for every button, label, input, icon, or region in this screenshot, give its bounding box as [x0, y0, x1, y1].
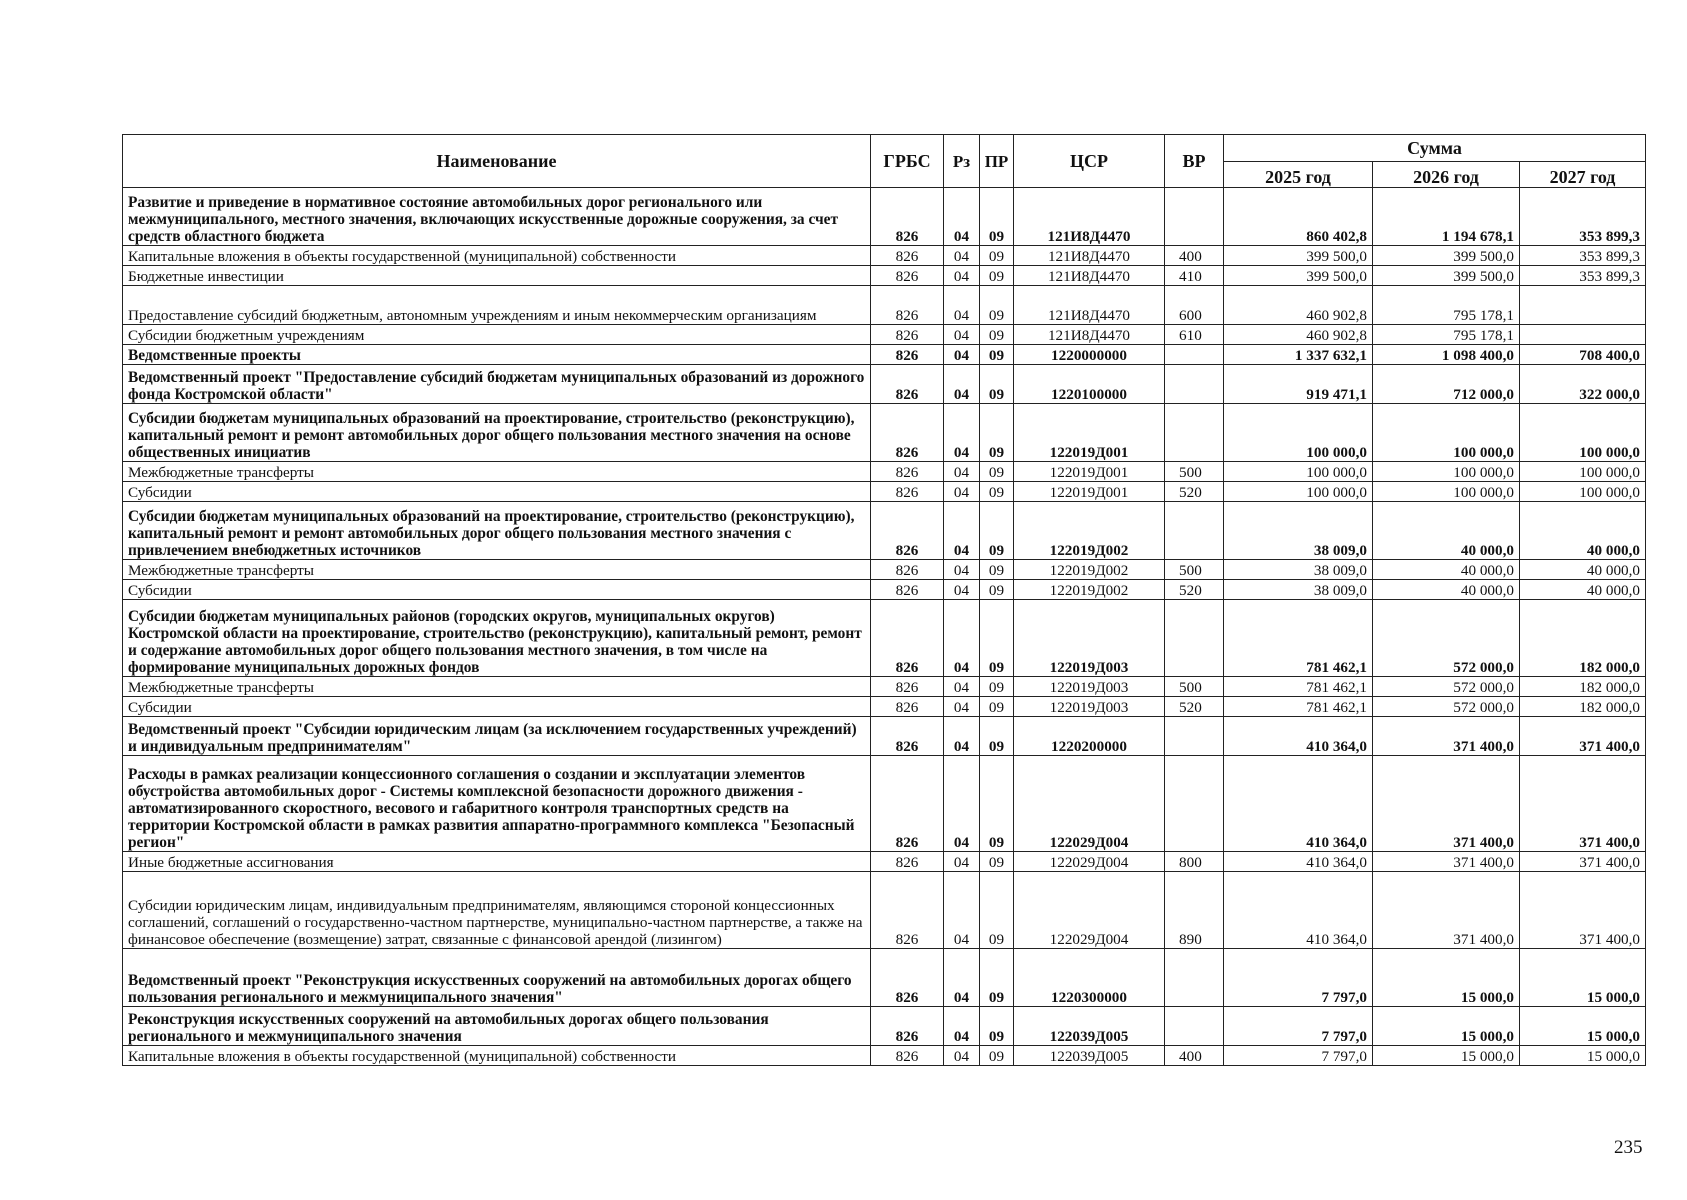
table-row [123, 560, 1646, 580]
cell-name: Ведомственные проекты [123, 345, 871, 365]
cell-rz: 04 [944, 852, 980, 872]
cell-2027: 322 000,0 [1520, 365, 1646, 404]
cell-2026: 100 000,0 [1373, 482, 1520, 502]
table-row [123, 325, 1646, 345]
header-vr: ВР [1165, 135, 1224, 188]
cell-2025: 410 364,0 [1224, 872, 1373, 949]
cell-2025: 100 000,0 [1224, 482, 1373, 502]
cell-csr: 121И8Д4470 [1014, 325, 1165, 345]
cell-rz: 04 [944, 756, 980, 852]
cell-2025: 7 797,0 [1224, 1007, 1373, 1046]
cell-2025: 100 000,0 [1224, 404, 1373, 462]
cell-2027: 40 000,0 [1520, 560, 1646, 580]
cell-csr: 1220000000 [1014, 345, 1165, 365]
cell-name: Межбюджетные трансферты [123, 677, 871, 697]
cell-2025: 410 364,0 [1224, 717, 1373, 756]
cell-csr: 121И8Д4470 [1014, 286, 1165, 325]
cell-pr: 09 [980, 325, 1014, 345]
cell-name: Ведомственный проект "Субсидии юридическим лицам (за исключением государственных учреждений) и индивидуальным предпринимателям" [123, 717, 871, 756]
cell-2025: 399 500,0 [1224, 246, 1373, 266]
cell-2025: 781 462,1 [1224, 677, 1373, 697]
cell-grbs: 826 [871, 677, 944, 697]
cell-pr: 09 [980, 580, 1014, 600]
cell-2026: 572 000,0 [1373, 600, 1520, 677]
cell-2026: 40 000,0 [1373, 502, 1520, 560]
cell-2027: 371 400,0 [1520, 756, 1646, 852]
table-row [123, 1046, 1646, 1066]
cell-rz: 04 [944, 188, 980, 246]
table-row [123, 677, 1646, 697]
cell-2026: 399 500,0 [1373, 266, 1520, 286]
cell-2027: 182 000,0 [1520, 600, 1646, 677]
cell-pr: 09 [980, 852, 1014, 872]
cell-2025: 860 402,8 [1224, 188, 1373, 246]
cell-name: Ведомственный проект "Реконструкция искусственных сооружений на автомобильных дорогах общего пользования регионального и межмуниципального значения" [123, 949, 871, 1007]
header-pr: ПР [980, 135, 1014, 188]
cell-2025: 781 462,1 [1224, 697, 1373, 717]
cell-csr: 1220300000 [1014, 949, 1165, 1007]
table-body [123, 188, 1646, 1066]
cell-csr: 122039Д005 [1014, 1046, 1165, 1066]
cell-rz: 04 [944, 717, 980, 756]
cell-grbs: 826 [871, 1046, 944, 1066]
cell-vr [1165, 404, 1224, 462]
cell-vr [1165, 717, 1224, 756]
table-header [123, 135, 1646, 188]
cell-grbs: 826 [871, 1007, 944, 1046]
cell-2025: 460 902,8 [1224, 286, 1373, 325]
cell-grbs: 826 [871, 580, 944, 600]
table-row [123, 756, 1646, 852]
cell-vr: 410 [1165, 266, 1224, 286]
cell-vr: 800 [1165, 852, 1224, 872]
cell-pr: 09 [980, 246, 1014, 266]
header-csr: ЦСР [1014, 135, 1165, 188]
cell-csr: 122019Д002 [1014, 502, 1165, 560]
cell-2027: 371 400,0 [1520, 717, 1646, 756]
cell-2026: 1 194 678,1 [1373, 188, 1520, 246]
cell-csr: 122019Д003 [1014, 600, 1165, 677]
cell-2025: 100 000,0 [1224, 462, 1373, 482]
cell-2027: 15 000,0 [1520, 1007, 1646, 1046]
cell-2025: 410 364,0 [1224, 852, 1373, 872]
cell-pr: 09 [980, 600, 1014, 677]
cell-pr: 09 [980, 286, 1014, 325]
table-row [123, 949, 1646, 1007]
cell-csr: 122019Д002 [1014, 560, 1165, 580]
cell-vr: 400 [1165, 1046, 1224, 1066]
cell-pr: 09 [980, 345, 1014, 365]
cell-rz: 04 [944, 404, 980, 462]
cell-vr [1165, 756, 1224, 852]
cell-grbs: 826 [871, 462, 944, 482]
cell-vr [1165, 1007, 1224, 1046]
budget-table [122, 134, 1646, 1066]
cell-pr: 09 [980, 266, 1014, 286]
cell-csr: 122019Д001 [1014, 404, 1165, 462]
cell-2025: 38 009,0 [1224, 560, 1373, 580]
cell-csr: 122019Д003 [1014, 677, 1165, 697]
cell-name: Субсидии бюджетным учреждениям [123, 325, 871, 345]
table-row [123, 717, 1646, 756]
cell-csr: 1220200000 [1014, 717, 1165, 756]
cell-vr: 500 [1165, 462, 1224, 482]
cell-vr: 890 [1165, 872, 1224, 949]
cell-2027: 182 000,0 [1520, 697, 1646, 717]
cell-2025: 410 364,0 [1224, 756, 1373, 852]
cell-pr: 09 [980, 1007, 1014, 1046]
cell-name: Субсидии [123, 482, 871, 502]
cell-csr: 122019Д003 [1014, 697, 1165, 717]
cell-name: Субсидии бюджетам муниципальных районов (городских округов, муниципальных округов) Костромской области на проектирование, строительство (реконструкцию), капитальный ремонт, ремонт и содержание автомобильных дорог общего пользования местного значения, в том числе на формирование муниципальных дорожных фондов [123, 600, 871, 677]
cell-pr: 09 [980, 756, 1014, 852]
cell-rz: 04 [944, 697, 980, 717]
table-row [123, 404, 1646, 462]
cell-name: Капитальные вложения в объекты государственной (муниципальной) собственности [123, 1046, 871, 1066]
cell-2027: 100 000,0 [1520, 482, 1646, 502]
cell-grbs: 826 [871, 502, 944, 560]
cell-pr: 09 [980, 482, 1014, 502]
cell-csr: 122029Д004 [1014, 852, 1165, 872]
cell-grbs: 826 [871, 246, 944, 266]
cell-2026: 399 500,0 [1373, 246, 1520, 266]
table-row [123, 345, 1646, 365]
cell-csr: 122029Д004 [1014, 756, 1165, 852]
cell-2026: 40 000,0 [1373, 560, 1520, 580]
cell-2026: 371 400,0 [1373, 872, 1520, 949]
table-row [123, 188, 1646, 246]
cell-name: Субсидии [123, 580, 871, 600]
cell-2027: 708 400,0 [1520, 345, 1646, 365]
cell-2026: 15 000,0 [1373, 949, 1520, 1007]
cell-grbs: 826 [871, 756, 944, 852]
cell-pr: 09 [980, 462, 1014, 482]
cell-2027: 353 899,3 [1520, 246, 1646, 266]
cell-2026: 572 000,0 [1373, 677, 1520, 697]
cell-2026: 371 400,0 [1373, 852, 1520, 872]
cell-2025: 919 471,1 [1224, 365, 1373, 404]
cell-rz: 04 [944, 365, 980, 404]
cell-grbs: 826 [871, 872, 944, 949]
cell-name: Субсидии бюджетам муниципальных образований на проектирование, строительство (реконструкцию), капитальный ремонт и ремонт автомобильных дорог общего пользования местного значения с привлечением внебюджетных источников [123, 502, 871, 560]
header-name: Наименование [123, 135, 871, 188]
cell-2027: 353 899,3 [1520, 266, 1646, 286]
table-row [123, 852, 1646, 872]
cell-name: Капитальные вложения в объекты государственной (муниципальной) собственности [123, 246, 871, 266]
cell-2026: 371 400,0 [1373, 717, 1520, 756]
header-rz: Рз [944, 135, 980, 188]
cell-2026: 40 000,0 [1373, 580, 1520, 600]
cell-rz: 04 [944, 286, 980, 325]
cell-grbs: 826 [871, 560, 944, 580]
cell-rz: 04 [944, 502, 980, 560]
cell-rz: 04 [944, 872, 980, 949]
cell-pr: 09 [980, 365, 1014, 404]
page-number: 235 [1614, 1137, 1643, 1158]
table-row [123, 246, 1646, 266]
header-sum: Сумма [1224, 135, 1646, 162]
cell-vr: 520 [1165, 482, 1224, 502]
cell-vr: 610 [1165, 325, 1224, 345]
table-row [123, 266, 1646, 286]
table-row [123, 872, 1646, 949]
cell-name: Межбюджетные трансферты [123, 560, 871, 580]
cell-vr [1165, 502, 1224, 560]
cell-name: Реконструкция искусственных сооружений на автомобильных дорогах общего пользования регионального и межмуниципального значения [123, 1007, 871, 1046]
cell-vr [1165, 365, 1224, 404]
cell-grbs: 826 [871, 600, 944, 677]
cell-2027: 182 000,0 [1520, 677, 1646, 697]
cell-rz: 04 [944, 560, 980, 580]
cell-grbs: 826 [871, 365, 944, 404]
cell-2026: 371 400,0 [1373, 756, 1520, 852]
cell-2026: 100 000,0 [1373, 462, 1520, 482]
cell-rz: 04 [944, 580, 980, 600]
cell-2026: 572 000,0 [1373, 697, 1520, 717]
cell-2025: 781 462,1 [1224, 600, 1373, 677]
cell-pr: 09 [980, 872, 1014, 949]
cell-rz: 04 [944, 600, 980, 677]
cell-2027: 100 000,0 [1520, 404, 1646, 462]
table-row [123, 286, 1646, 325]
table-row [123, 482, 1646, 502]
cell-2027: 371 400,0 [1520, 872, 1646, 949]
cell-vr [1165, 188, 1224, 246]
cell-pr: 09 [980, 949, 1014, 1007]
cell-csr: 121И8Д4470 [1014, 246, 1165, 266]
cell-2027 [1520, 325, 1646, 345]
cell-grbs: 826 [871, 482, 944, 502]
cell-grbs: 826 [871, 404, 944, 462]
table-row [123, 697, 1646, 717]
cell-rz: 04 [944, 482, 980, 502]
header-2025: 2025 год [1224, 162, 1373, 188]
cell-rz: 04 [944, 949, 980, 1007]
cell-2027: 371 400,0 [1520, 852, 1646, 872]
cell-pr: 09 [980, 697, 1014, 717]
cell-2026: 15 000,0 [1373, 1007, 1520, 1046]
table-row [123, 1007, 1646, 1046]
cell-2027 [1520, 286, 1646, 325]
cell-vr: 500 [1165, 560, 1224, 580]
cell-pr: 09 [980, 677, 1014, 697]
table-row [123, 600, 1646, 677]
cell-pr: 09 [980, 404, 1014, 462]
cell-pr: 09 [980, 188, 1014, 246]
cell-2025: 1 337 632,1 [1224, 345, 1373, 365]
cell-name: Ведомственный проект "Предоставление субсидий бюджетам муниципальных образований из дорожного фонда Костромской области" [123, 365, 871, 404]
cell-grbs: 826 [871, 852, 944, 872]
cell-rz: 04 [944, 325, 980, 345]
cell-grbs: 826 [871, 949, 944, 1007]
cell-2025: 460 902,8 [1224, 325, 1373, 345]
cell-2026: 712 000,0 [1373, 365, 1520, 404]
cell-grbs: 826 [871, 325, 944, 345]
cell-2027: 353 899,3 [1520, 188, 1646, 246]
header-grbs: ГРБС [871, 135, 944, 188]
cell-vr [1165, 949, 1224, 1007]
cell-pr: 09 [980, 1046, 1014, 1066]
cell-2027: 15 000,0 [1520, 949, 1646, 1007]
cell-rz: 04 [944, 345, 980, 365]
cell-rz: 04 [944, 246, 980, 266]
cell-csr: 1220100000 [1014, 365, 1165, 404]
cell-2026: 15 000,0 [1373, 1046, 1520, 1066]
cell-name: Межбюджетные трансферты [123, 462, 871, 482]
cell-grbs: 826 [871, 266, 944, 286]
cell-name: Субсидии юридическим лицам, индивидуальным предпринимателям, являющимся стороной концессионных соглашений, соглашений о государственно-частном партнерстве, муниципально-частном партнерстве, а также на финансовое обеспечение (возмещение) затрат, связанные с финансовой арендой (лизингом) [123, 872, 871, 949]
cell-2027: 40 000,0 [1520, 502, 1646, 560]
cell-2026: 1 098 400,0 [1373, 345, 1520, 365]
cell-csr: 122019Д002 [1014, 580, 1165, 600]
table-row [123, 580, 1646, 600]
cell-2025: 7 797,0 [1224, 949, 1373, 1007]
cell-name: Расходы в рамках реализации концессионного соглашения о создании и эксплуатации элементов обустройства автомобильных дорог - Системы комплексной безопасности дорожного движения - автоматизированного скоростного, весового и габаритного контроля транспортных средств на территории Костромской области в рамках развития аппаратно-программного комплекса "Безопасный регион" [123, 756, 871, 852]
cell-vr [1165, 345, 1224, 365]
cell-rz: 04 [944, 1046, 980, 1066]
cell-name: Бюджетные инвестиции [123, 266, 871, 286]
cell-rz: 04 [944, 266, 980, 286]
cell-grbs: 826 [871, 188, 944, 246]
table-row [123, 365, 1646, 404]
cell-2025: 399 500,0 [1224, 266, 1373, 286]
cell-vr [1165, 600, 1224, 677]
cell-name: Иные бюджетные ассигнования [123, 852, 871, 872]
cell-vr: 520 [1165, 697, 1224, 717]
cell-csr: 122029Д004 [1014, 872, 1165, 949]
header-2027: 2027 год [1520, 162, 1646, 188]
cell-2026: 100 000,0 [1373, 404, 1520, 462]
cell-pr: 09 [980, 560, 1014, 580]
cell-vr: 520 [1165, 580, 1224, 600]
cell-2025: 38 009,0 [1224, 502, 1373, 560]
cell-csr: 122019Д001 [1014, 482, 1165, 502]
cell-rz: 04 [944, 1007, 980, 1046]
cell-2027: 100 000,0 [1520, 462, 1646, 482]
cell-name: Субсидии [123, 697, 871, 717]
cell-csr: 121И8Д4470 [1014, 266, 1165, 286]
cell-rz: 04 [944, 462, 980, 482]
cell-vr: 500 [1165, 677, 1224, 697]
header-2026: 2026 год [1373, 162, 1520, 188]
cell-csr: 122039Д005 [1014, 1007, 1165, 1046]
cell-2025: 7 797,0 [1224, 1046, 1373, 1066]
cell-2026: 795 178,1 [1373, 286, 1520, 325]
cell-csr: 121И8Д4470 [1014, 188, 1165, 246]
cell-name: Субсидии бюджетам муниципальных образований на проектирование, строительство (реконструкцию), капитальный ремонт и ремонт автомобильных дорог общего пользования местного значения на основе общественных инициатив [123, 404, 871, 462]
table-row [123, 462, 1646, 482]
cell-name: Предоставление субсидий бюджетным, автономным учреждениям и иным некоммерческим организациям [123, 286, 871, 325]
cell-pr: 09 [980, 502, 1014, 560]
cell-2025: 38 009,0 [1224, 580, 1373, 600]
cell-vr: 600 [1165, 286, 1224, 325]
cell-grbs: 826 [871, 717, 944, 756]
cell-2026: 795 178,1 [1373, 325, 1520, 345]
cell-grbs: 826 [871, 286, 944, 325]
cell-vr: 400 [1165, 246, 1224, 266]
cell-rz: 04 [944, 677, 980, 697]
cell-pr: 09 [980, 717, 1014, 756]
cell-2027: 15 000,0 [1520, 1046, 1646, 1066]
cell-grbs: 826 [871, 697, 944, 717]
cell-grbs: 826 [871, 345, 944, 365]
table-row [123, 502, 1646, 560]
cell-csr: 122019Д001 [1014, 462, 1165, 482]
cell-name: Развитие и приведение в нормативное состояние автомобильных дорог регионального или межмуниципального, местного значения, включающих искусственные дорожные сооружения, за счет средств областного бюджета [123, 188, 871, 246]
cell-2027: 40 000,0 [1520, 580, 1646, 600]
